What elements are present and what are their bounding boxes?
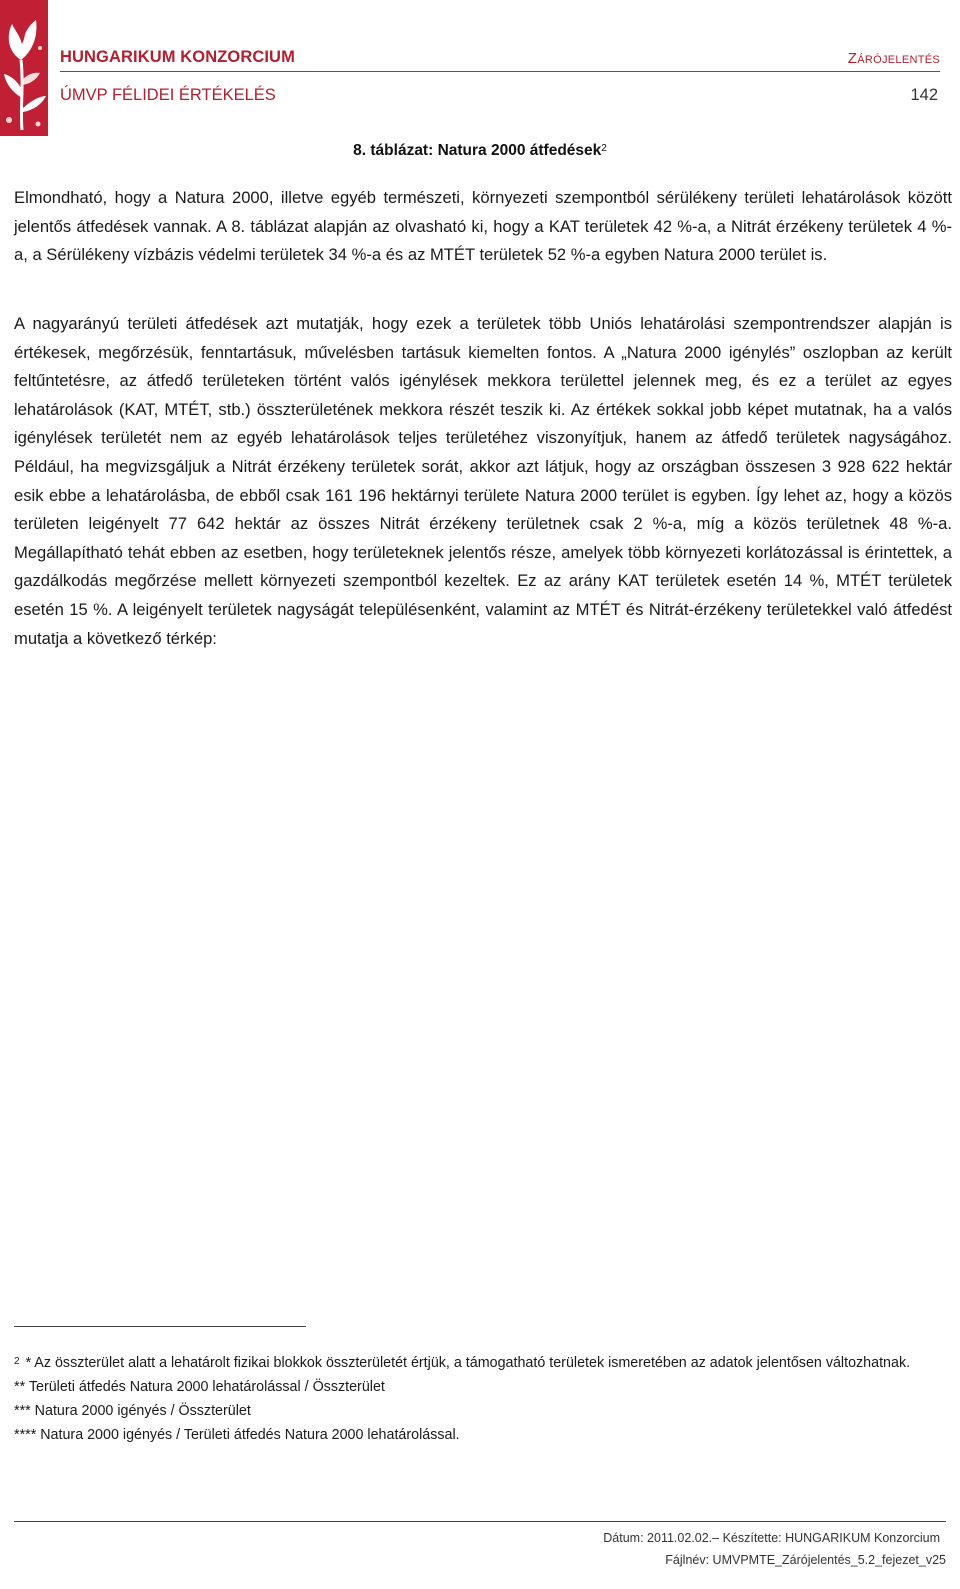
- page-number: 142: [910, 86, 938, 104]
- footnote-number: 2: [14, 1356, 20, 1367]
- table-caption-text: 8. táblázat: Natura 2000 átfedések: [353, 142, 602, 159]
- header-organization: HUNGARIKUM KONZORCIUM: [60, 48, 295, 66]
- footnote-reference: 2: [601, 143, 607, 154]
- footer-divider: [14, 1521, 946, 1522]
- footnote-line-4: **** Natura 2000 igényés / Területi átfedés Natura 2000 lehatárolással.: [14, 1427, 460, 1443]
- footnote-text-1: * Az összterület alatt a lehatárolt fizikai blokkok összterületét értjük, a támogatható területek ismeretében az adatok jelentősen változhatnak.: [25, 1355, 911, 1371]
- header-report-type: Zárójelentés: [847, 50, 940, 67]
- footnotes: [14, 1350, 944, 1447]
- header-subtitle: ÚMVP FÉLIDEI ÉRTÉKELÉS: [60, 86, 276, 104]
- table-caption: [0, 142, 960, 160]
- footnote-line-2: ** Területi átfedés Natura 2000 lehatárolással / Összterület: [14, 1379, 385, 1395]
- tulip-ornament-icon: [0, 0, 48, 136]
- paragraph-1: Elmondható, hogy a Natura 2000, illetve egyéb természeti, környezeti szempontból sérülékeny területi lehatárolások között jelentős átfedések vannak. A 8. táblázat alapján az olvasható ki, hogy a KAT területek 42 %-a, a Nitrát érzékeny területek 4 %-a, a Sérülékeny vízbázis védelmi területek 34 %-a és az MTÉT területek 52 %-a egyben Natura 2000 terület is.: [14, 188, 952, 265]
- footnote-line-3: *** Natura 2000 igényés / Összterület: [14, 1403, 251, 1419]
- footnote-divider: [14, 1326, 306, 1327]
- footer-date: Dátum: 2011.02.02.– Készítette: HUNGARIKUM Konzorcium: [603, 1531, 940, 1545]
- footer-filename: Fájlnév: UMVPMTE_Zárójelentés_5.2_fejezet_v25: [665, 1553, 946, 1567]
- paragraph-2: A nagyarányú területi átfedések azt mutatják, hogy ezek a területek több Uniós lehatárolási szempontrendszer alapján is értékesek, megőrzésük, fenntartásuk, művelésben tartásuk kiemelten fontos. A „Natura 2000 igénylés” oszlopban az került feltűntetésre, az átfedő területeken történt valós igénylések mekkora területtel jelennek meg, és ez a terület az egyes lehatárolások (KAT, MTÉT, stb.) összterületének mekkora részét teszik ki. Az értékek sokkal jobb képet mutatnak, ha a valós igénylések területét nem az egyéb lehatárolások teljes területéhez viszonyítjuk, hanem az átfedő területek nagyságához. Például, ha megvizsgáljuk a Nitrát érzékeny területek sorát, akkor azt látjuk, hogy az országban összesen 3 928 622 hektár esik ebbe a lehatárolásba, de ebből csak 161 196 hektárnyi területe Natura 2000 terület is egyben. Így lehet az, hogy a közös területen leigényelt 77 642 hektár az összes Nitrát érzékeny területnek csak 2 %-a, míg a közös területnek 48 %-a. Megállapítható tehát ebben az esetben, hogy területeknek jelentős része, amelyek több környezeti korlátozással is érintettek, a gazdálkodás megőrzése mellett környezeti szempontból kezeltek. Ez az arány KAT területek esetén 14 %, MTÉT területek esetén 15 %. A leigényelt területek nagyságát településenként, valamint az MTÉT és Nitrát-érzékeny területekkel való átfedést mutatja a következő térkép:: [14, 314, 952, 648]
- header-divider: [60, 71, 940, 72]
- footnote-line-1: [14, 1350, 944, 1375]
